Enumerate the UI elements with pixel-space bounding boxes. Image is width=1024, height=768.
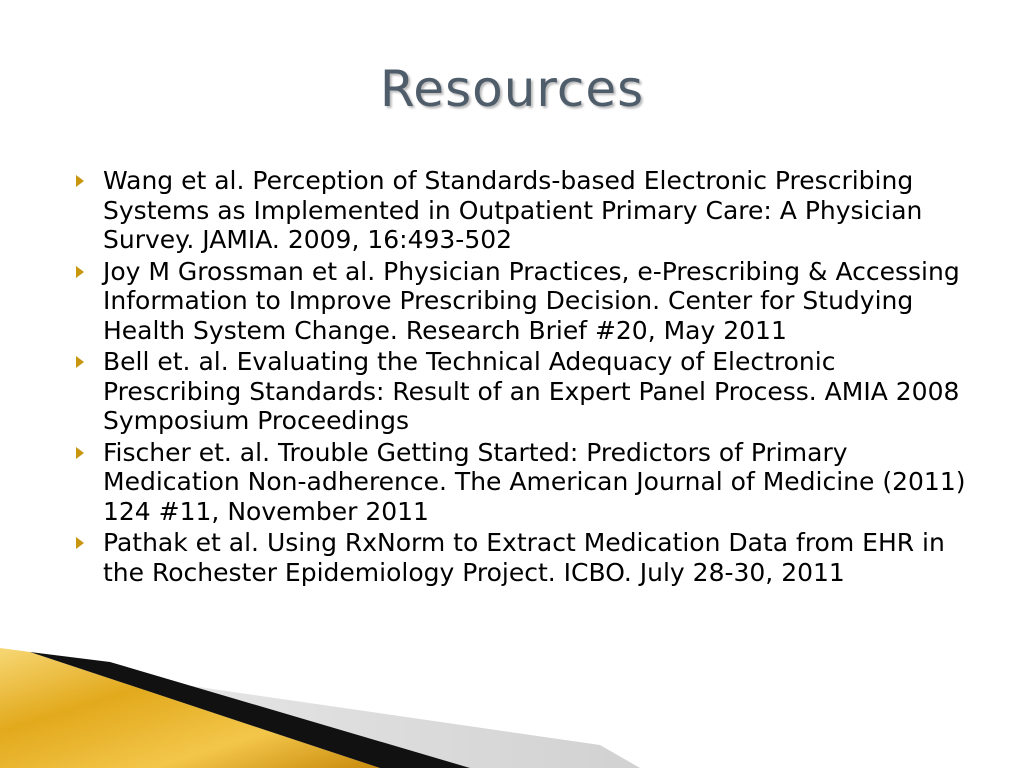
reference-text: Fischer et. al. Trouble Getting Started: Predictors of Primary Medication Non-adherence. The American Journal of Medicine (2011) 124 #11, November 2011 — [103, 437, 966, 526]
reference-text: Joy M Grossman et al. Physician Practices, e-Prescribing & Accessing Information to Improve Prescribing Decision. Center for Studying Health System Change. Research Brief #20, May 2011 — [103, 256, 960, 345]
slide-title: Resources — [379, 60, 645, 118]
reference-text: Pathak et al. Using RxNorm to Extract Medication Data from EHR in the Rochester Epidemiology Project. ICBO. July 28-30, 2011 — [103, 528, 945, 587]
reference-text: Wang et al. Perception of Standards-based Electronic Prescribing Systems as Implemented in Outpatient Primary Care: A Physician Survey. JAMIA. 2009, 16:493-502 — [103, 166, 923, 254]
reference-text: Bell et. al. Evaluating the Technical Adequacy of Electronic Prescribing Standards: Result of an Expert Panel Process. AMIA 2008 Symposium Proceedings — [103, 347, 960, 435]
